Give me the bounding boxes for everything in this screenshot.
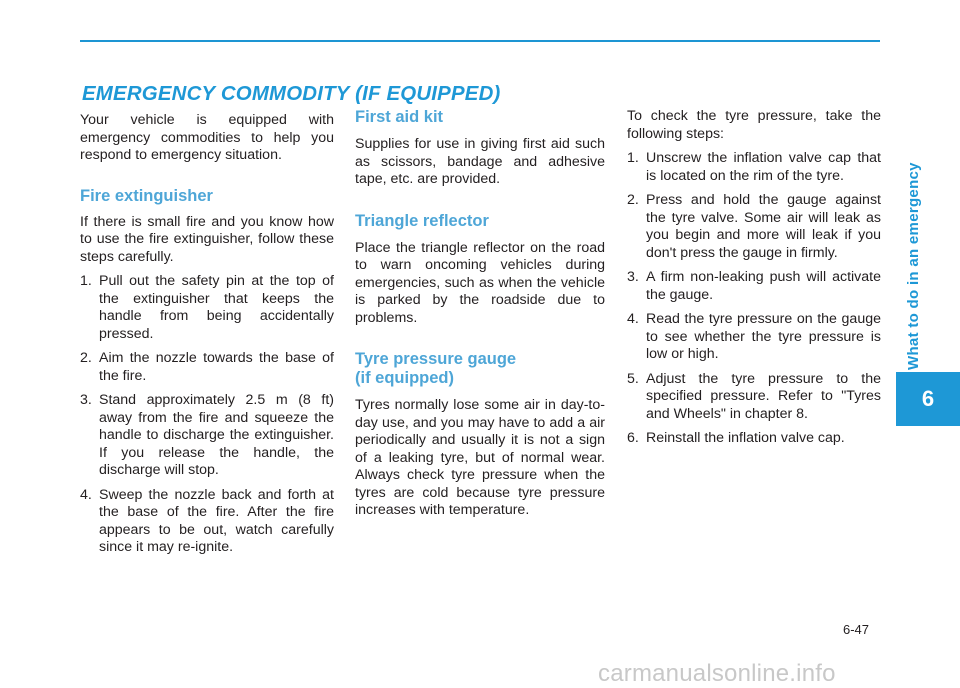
step-text: Sweep the nozzle back and forth at the base of the fire. After the fire appears to be out, watch carefully since it may re-ignite. [99,486,334,555]
list-item [80,350,334,385]
tyre-check-steps [627,150,881,448]
watermark: carmanualsonline.info [598,660,836,687]
step-text: Press and hold the gauge against the tyre valve. Some air will leak as you begin and more will leak if you don't press the gauge in firmly. [646,192,881,261]
triangle-reflector-heading: Triangle reflector [355,211,489,230]
step-number: 4. [80,486,92,503]
top-rule [80,40,880,42]
step-text: Stand approximately 2.5 m (8 ft) away from the fire and squeeze the handle to discharge the extinguisher. If you release the handle, the discharge will stop. [99,392,334,478]
column-3 [627,108,881,448]
step-text: A firm non-leaking push will activate the gauge. [646,269,881,303]
chapter-side-label: What to do in an emergency [905,162,922,370]
step-text: Read the tyre pressure on the gauge to see whether the tyre pressure is low or high. [646,311,881,362]
step-number: 6. [627,430,639,446]
step-number: 3. [627,269,639,285]
list-item [627,150,881,185]
section-title: EMERGENCY COMMODITY (IF EQUIPPED) [82,83,501,105]
step-text: Pull out the safety pin at the top of the extinguisher that keeps the handle from being accidentally pressed. [99,273,334,342]
list-item [627,371,881,424]
first-aid-kit-heading: First aid kit [355,108,444,126]
tyre-check-intro: To check the tyre pressure, take the following steps: [627,108,881,142]
list-item [627,269,881,304]
tyre-pressure-gauge-text: Tyres normally lose some air in day-to-day use, and you may have to add a air periodically and usually it is not a sign of a leaking tyre, but of normal wear. Always check tyre pressure when the tyres are cold because tyre pressure increases with temperature. [355,397,605,518]
list-item [627,311,881,364]
step-number: 4. [627,311,639,327]
step-number: 2. [80,350,92,366]
step-text: Reinstall the inflation valve cap. [646,430,845,446]
gauge-heading-line-1: Tyre pressure gauge [355,350,517,368]
step-number: 2. [627,192,639,208]
list-item [80,392,334,480]
column-2 [355,108,605,520]
list-item [627,430,881,448]
step-number: 5. [627,370,639,387]
column-1 [80,112,334,557]
first-aid-kit-text: Supplies for use in giving first aid such as scissors, bandage and adhesive tape, etc. are provided. [355,136,605,187]
step-text: Aim the nozzle towards the base of the fire. [99,350,334,384]
step-number: 1. [80,273,92,289]
fire-extinguisher-steps [80,273,334,557]
list-item [80,273,334,343]
chapter-number-tab[interactable]: 6 [896,372,960,426]
step-number: 3. [80,392,92,408]
fire-extinguisher-heading: Fire extinguisher [80,186,213,205]
step-number: 1. [627,150,639,166]
step-text: Adjust the tyre pressure to the specified pressure. Refer to "Tyres and Wheels" in chapter 8. [646,370,881,422]
triangle-reflector-text: Place the triangle reflector on the road to warn oncoming vehicles during emergencies, such as when the vehicle is parked by the roadside due to problems. [355,239,605,326]
step-text: Unscrew the inflation valve cap that is located on the rim of the tyre. [646,150,881,184]
page-number: 6-47 [843,622,870,637]
fire-extinguisher-text: If there is small fire and you know how to use the fire extinguisher, follow these steps carefully. [80,213,334,265]
list-item [627,192,881,262]
intro-paragraph: Your vehicle is equipped with emergency commodities to help you respond to emergency situation. [80,112,334,163]
gauge-heading-line-2: (if equipped) [355,369,454,387]
tyre-pressure-gauge-heading [355,350,605,388]
list-item [80,487,334,557]
